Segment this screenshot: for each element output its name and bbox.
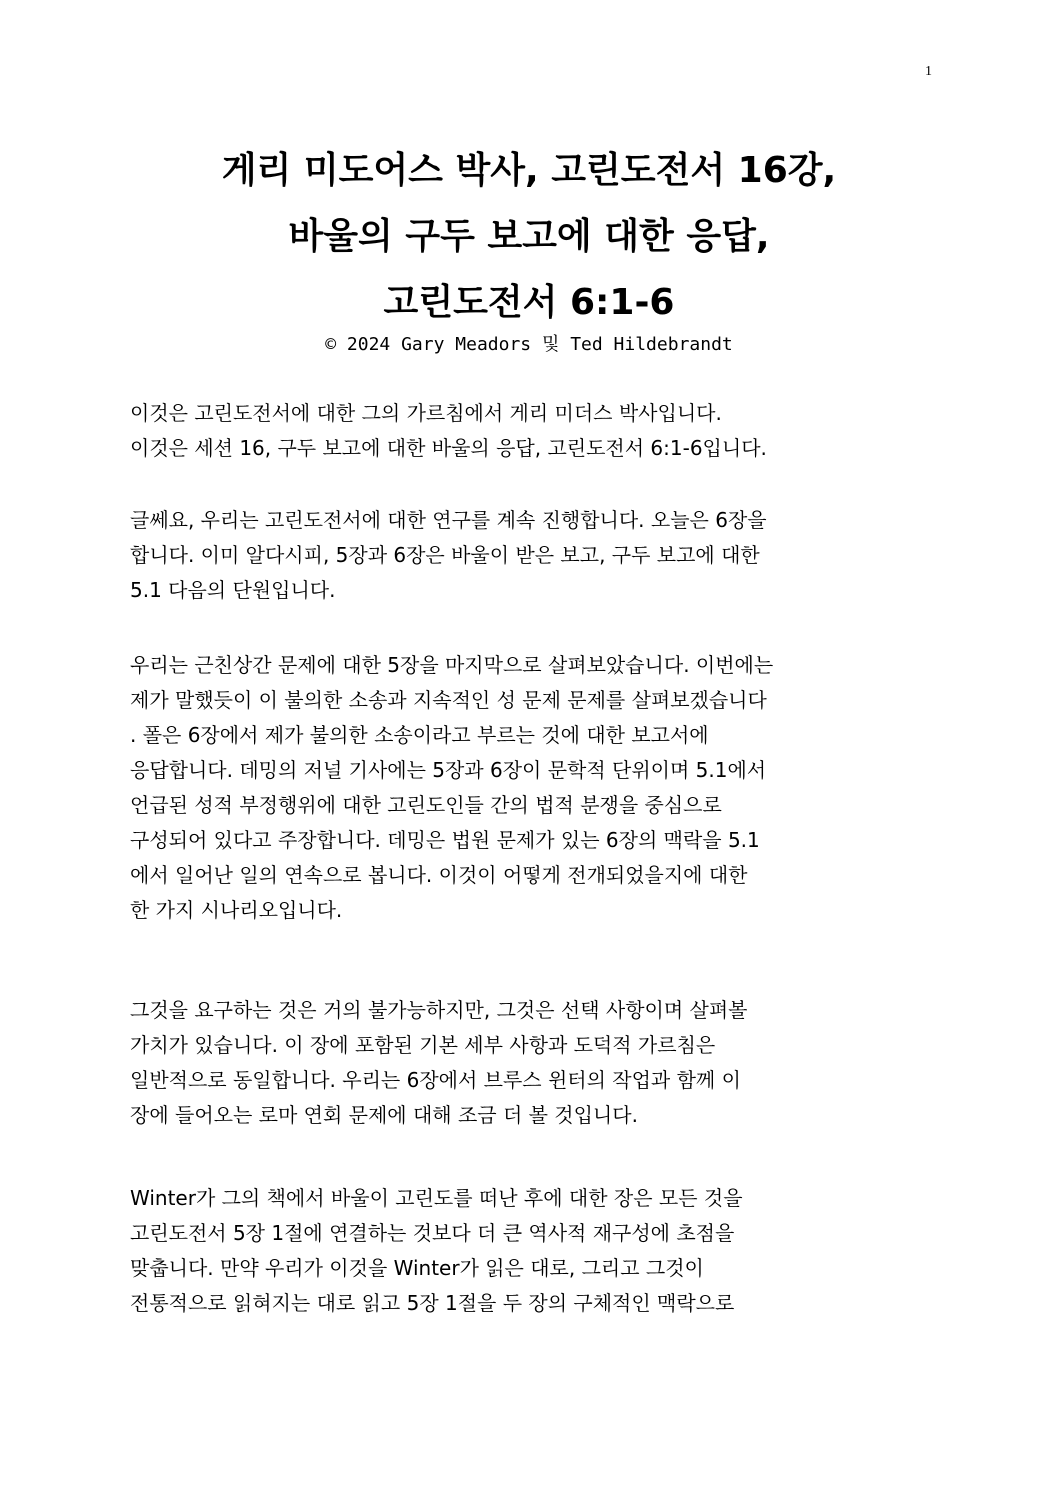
text-line: . 폴은 6장에서 제가 불의한 소송이라고 부르는 것에 대한 보고서에 <box>130 723 709 747</box>
paragraph-1 <box>130 396 930 466</box>
text-line: 글쎄요, 우리는 고린도전서에 대한 연구를 계속 진행합니다. 오늘은 6장을 <box>130 508 767 532</box>
document-title <box>0 138 1058 336</box>
text-line: 합니다. 이미 알다시피, 5장과 6장은 바울이 받은 보고, 구두 보고에 대한 <box>130 543 760 567</box>
text-line: 제가 말했듯이 이 불의한 소송과 지속적인 성 문제 문제를 살펴보겠습니다 <box>130 688 767 712</box>
text-line: 응답합니다. 데밍의 저널 기사에는 5장과 6장이 문학적 단위이며 5.1에서 <box>130 758 767 782</box>
title-line-1: 게리 미도어스 박사, 고린도전서 16강, <box>221 150 837 191</box>
text-line: 가치가 있습니다. 이 장에 포함된 기본 세부 사항과 도덕적 가르침은 <box>130 1033 716 1057</box>
text-line: 일반적으로 동일합니다. 우리는 6장에서 브루스 윈터의 작업과 함께 이 <box>130 1068 741 1092</box>
text-line: 구성되어 있다고 주장합니다. 데밍은 법원 문제가 있는 6장의 맥락을 5.1 <box>130 828 760 852</box>
text-line: 전통적으로 읽혀지는 대로 읽고 5장 1절을 두 장의 구체적인 맥락으로 <box>130 1291 735 1315</box>
text-line: 5.1 다음의 단원입니다. <box>130 578 336 602</box>
text-line: 우리는 근친상간 문제에 대한 5장을 마지막으로 살펴보았습니다. 이번에는 <box>130 653 774 677</box>
text-line: 에서 일어난 일의 연속으로 봅니다. 이것이 어떻게 전개되었을지에 대한 <box>130 863 748 887</box>
title-line-2: 바울의 구두 보고에 대한 응답, <box>288 216 770 257</box>
copyright-notice: © 2024 Gary Meadors 및 Ted Hildebrandt <box>325 334 733 355</box>
text-line: 고린도전서 5장 1절에 연결하는 것보다 더 큰 역사적 재구성에 초점을 <box>130 1221 735 1245</box>
text-line: 그것을 요구하는 것은 거의 불가능하지만, 그것은 선택 사항이며 살펴볼 <box>130 998 748 1022</box>
paragraph-4 <box>130 993 930 1133</box>
text-line: 이것은 고린도전서에 대한 그의 가르침에서 게리 미더스 박사입니다. <box>130 401 722 425</box>
title-line-3: 고린도전서 6:1-6 <box>383 282 675 323</box>
text-line: 이것은 세션 16, 구두 보고에 대한 바울의 응답, 고린도전서 6:1-6입니다. <box>130 436 767 460</box>
text-line: Winter가 그의 책에서 바울이 고린도를 떠난 후에 대한 장은 모든 것을 <box>130 1186 743 1210</box>
text-line: 언급된 성적 부정행위에 대한 고린도인들 간의 법적 분쟁을 중심으로 <box>130 793 722 817</box>
text-line: 장에 들어오는 로마 연회 문제에 대해 조금 더 볼 것입니다. <box>130 1103 638 1127</box>
text-line: 한 가지 시나리오입니다. <box>130 898 343 922</box>
paragraph-5 <box>130 1181 930 1321</box>
paragraph-2 <box>130 503 930 608</box>
paragraph-3 <box>130 648 930 928</box>
text-line: 맞춥니다. 만약 우리가 이것을 Winter가 읽은 대로, 그리고 그것이 <box>130 1256 704 1280</box>
page-number: 1 <box>925 64 932 79</box>
